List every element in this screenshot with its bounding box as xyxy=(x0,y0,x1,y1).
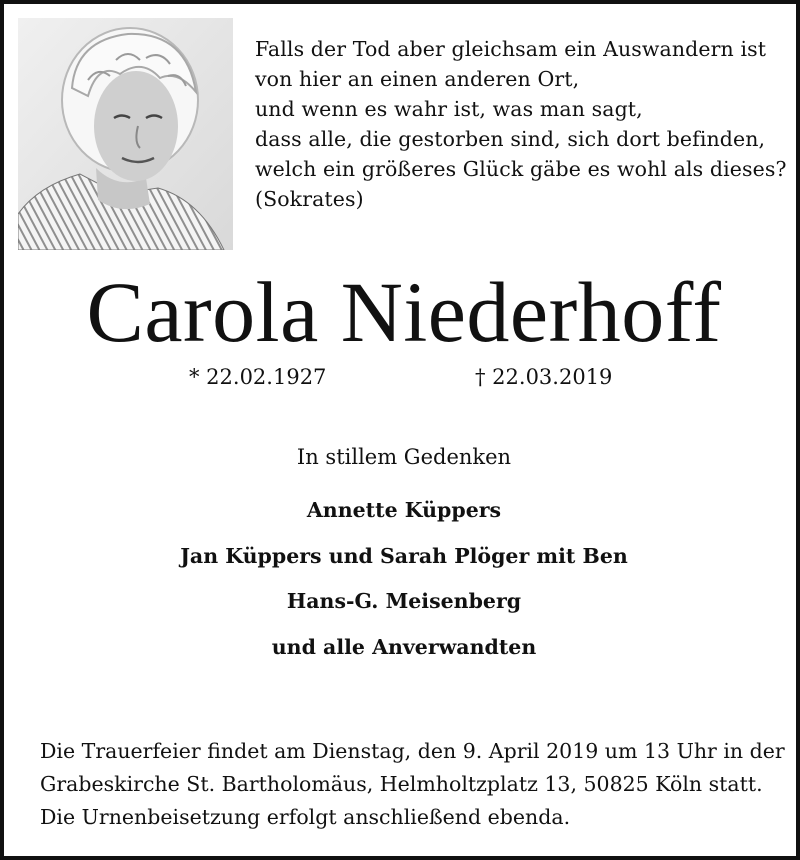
mourner-name: und alle Anverwandten xyxy=(271,634,537,659)
mourner-name: Annette Küppers xyxy=(306,498,502,522)
quote-line: dass alle, die gestorben sind, sich dort befinden, xyxy=(255,127,766,151)
quote-line: von hier an einen anderen Ort, xyxy=(255,67,580,91)
sokrates-quote xyxy=(255,34,787,214)
mourner-name: Hans-G. Meisenberg xyxy=(286,589,522,613)
quote-attribution: (Sokrates) xyxy=(255,187,364,211)
birth-date: * 22.02.1927 xyxy=(189,365,327,389)
quote-line: Falls der Tod aber gleichsam ein Auswandern ist xyxy=(255,37,767,61)
funeral-details xyxy=(40,735,785,834)
death-date: † 22.03.2019 xyxy=(475,365,613,389)
deceased-name: Carola Niederhoff xyxy=(86,264,722,360)
mourner-name: Jan Küppers und Sarah Plöger mit Ben xyxy=(180,543,628,568)
quote-line: und wenn es wahr ist, was man sagt, xyxy=(255,97,643,121)
memorial-heading: In stillem Gedenken xyxy=(296,445,512,469)
funeral-line: Grabeskirche St. Bartholomäus, Helmholtzplatz 13, 50825 Köln statt. xyxy=(40,772,763,796)
portrait-photo xyxy=(18,18,233,250)
funeral-line: Die Urnenbeisetzung erfolgt anschließend ebenda. xyxy=(40,805,571,829)
mourners-list xyxy=(4,488,800,670)
quote-line: welch ein größeres Glück gäbe es wohl als dieses? xyxy=(255,157,787,181)
funeral-line: Die Trauerfeier findet am Dienstag, den 9. April 2019 um 13 Uhr in der xyxy=(40,739,785,763)
portrait-illustration xyxy=(18,18,233,250)
